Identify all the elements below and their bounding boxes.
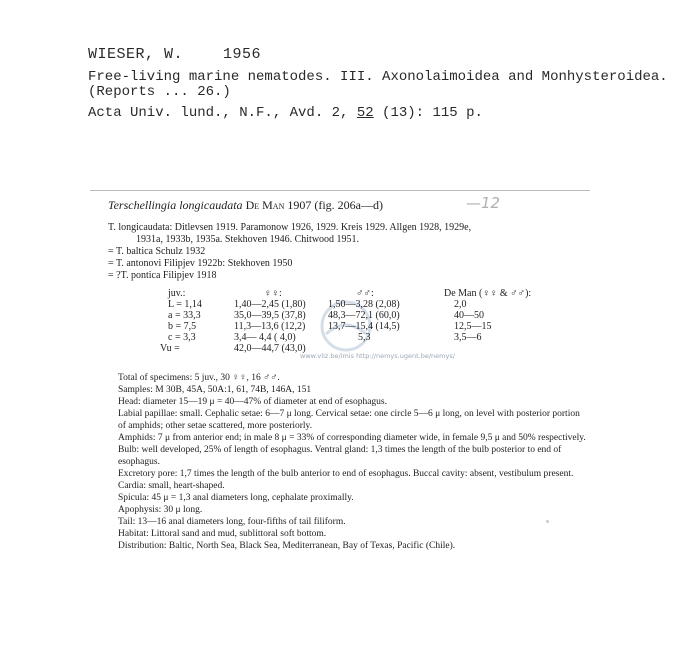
cell-juv: L = 1,14: [168, 299, 202, 310]
cell-juv: c = 3,3: [168, 332, 196, 343]
species-year-fig: 1907 (fig. 206a—d): [287, 198, 383, 212]
synonym-line-2: 1931a, 1933b, 1935a. Stekhoven 1946. Chitwood 1951.: [136, 234, 360, 245]
synonym-line-3: = T. baltica Schulz 1932: [108, 246, 206, 257]
measurement-header: [168, 288, 568, 299]
cell-juv: Vu =: [160, 343, 180, 354]
author-line: [88, 46, 261, 63]
measurement-row-L: [168, 299, 568, 310]
cell-deman: 40—50: [454, 310, 484, 321]
cell-females: 3,4— 4,4 ( 4,0): [234, 332, 296, 343]
species-clipping: [90, 190, 690, 600]
title-line-2: (Reports ... 26.): [88, 84, 231, 100]
clipping-top-rule: [90, 190, 590, 191]
cell-males: 48,3—72,1 (60,0): [328, 310, 400, 321]
species-author: De Man: [245, 198, 285, 212]
desc-tail: Tail: 13—16 anal diameters long, four-fifths of tail filiform.: [118, 517, 346, 527]
cell-deman: 2,0: [454, 299, 467, 310]
measurement-row-c: [168, 332, 568, 343]
header-females: ♀♀:: [264, 288, 282, 299]
species-title: [108, 198, 383, 213]
desc-spicula: Spicula: 45 μ = 1,3 anal diameters long, cephalate proximally.: [118, 493, 354, 503]
desc-distribution: Distribution: Baltic, North Sea, Black Sea, Mediterranean, Bay of Texas, Pacific (Chile).: [118, 541, 456, 551]
measurement-table: [160, 288, 568, 354]
synonym-line-5: = ?T. pontica Filipjev 1918: [108, 270, 217, 281]
cell-females: 1,40—2,45 (1,80): [234, 299, 306, 310]
species-description: [118, 372, 588, 552]
desc-samples: Samples: M 30B, 45A, 50A:1, 61, 74B, 146A, 151: [118, 385, 312, 395]
cell-deman: 12,5—15: [454, 321, 492, 332]
author: WIESER, W.: [88, 46, 184, 63]
citation-volume: 52: [356, 105, 374, 121]
header-deman: De Man (♀♀ & ♂♂):: [444, 288, 532, 299]
title-line-1: Free-living marine nematodes. III. Axonolaimoidea and Monhysteroidea.: [88, 69, 668, 85]
desc-cardia: Cardia: small, heart-shaped.: [118, 481, 225, 491]
desc-specimens: Total of specimens: 5 juv., 30 ♀♀, 16 ♂♂.: [118, 373, 280, 383]
title-line: [88, 70, 688, 100]
desc-excretory: Excretory pore: 1,7 times the length of the bulb anterior to end of esophagus. Buccal cavity: absent, vestibulum present.: [118, 469, 574, 479]
cell-males: 5,3: [358, 332, 371, 343]
year: 1956: [223, 46, 262, 63]
desc-habitat: Habitat: Littoral sand and mud, sublittoral soft bottom.: [118, 529, 327, 539]
header-males: ♂♂:: [356, 288, 374, 299]
synonym-line-1: T. longicaudata: Ditlevsen 1919. Paramonow 1926, 1929. Kreis 1929. Allgen 1928, 1929e,: [108, 222, 472, 233]
cell-males: 1,50—3,28 (2,08): [328, 299, 400, 310]
pencil-annotation: —12: [466, 194, 501, 212]
synonym-line-4: = T. antonovi Filipjev 1922b: Stekhoven 1950: [108, 258, 293, 269]
measurement-row-b: [168, 321, 568, 332]
cell-juv: a = 33,3: [168, 310, 201, 321]
cell-females: 42,0—44,7 (43,0): [234, 343, 306, 354]
citation-line: [88, 105, 483, 121]
cell-juv: b = 7,5: [168, 321, 197, 332]
desc-apophysis: Apophysis: 30 μ long.: [118, 505, 203, 515]
desc-head: Head: diameter 15—19 μ = 40—47% of diameter at end of esophagus.: [118, 397, 387, 407]
desc-bulb: Bulb: well developed, 25% of length of esophagus. Ventral gland: 1,3 times the length of the bulb posterior to end of esophagus.: [118, 445, 562, 467]
species-name: Terschellingia longicaudata: [108, 198, 243, 212]
citation-post: (13): 115 p.: [373, 105, 483, 121]
paper-speck: [546, 520, 549, 523]
watermark-text: www.vliz.be/imis http://nemys.ugent.be/nemys/: [300, 352, 455, 360]
measurement-row-a: [168, 310, 568, 321]
cell-females: 11,3—13,6 (12,2): [234, 321, 306, 332]
desc-labial: Labial papillae: small. Cephalic setae: 6—7 μ long. Cervical setae: one circle 5—6 μ long, on level with posterior portion of amphids; other setae scattered, more posteriorly.: [118, 409, 580, 431]
header-juv: juv.:: [168, 288, 186, 299]
cell-deman: 3,5—6: [454, 332, 482, 343]
index-card-header: [0, 0, 700, 190]
cell-males: 13,7—15,4 (14,5): [328, 321, 400, 332]
cell-females: 35,0—39,5 (37,8): [234, 310, 306, 321]
desc-amphids: Amphids: 7 μ from anterior end; in male 8 μ = 33% of corresponding diameter wide, in female 9,5 μ and 50% respectively.: [118, 433, 586, 443]
citation-pre: Acta Univ. lund., N.F., Avd. 2,: [88, 105, 357, 121]
